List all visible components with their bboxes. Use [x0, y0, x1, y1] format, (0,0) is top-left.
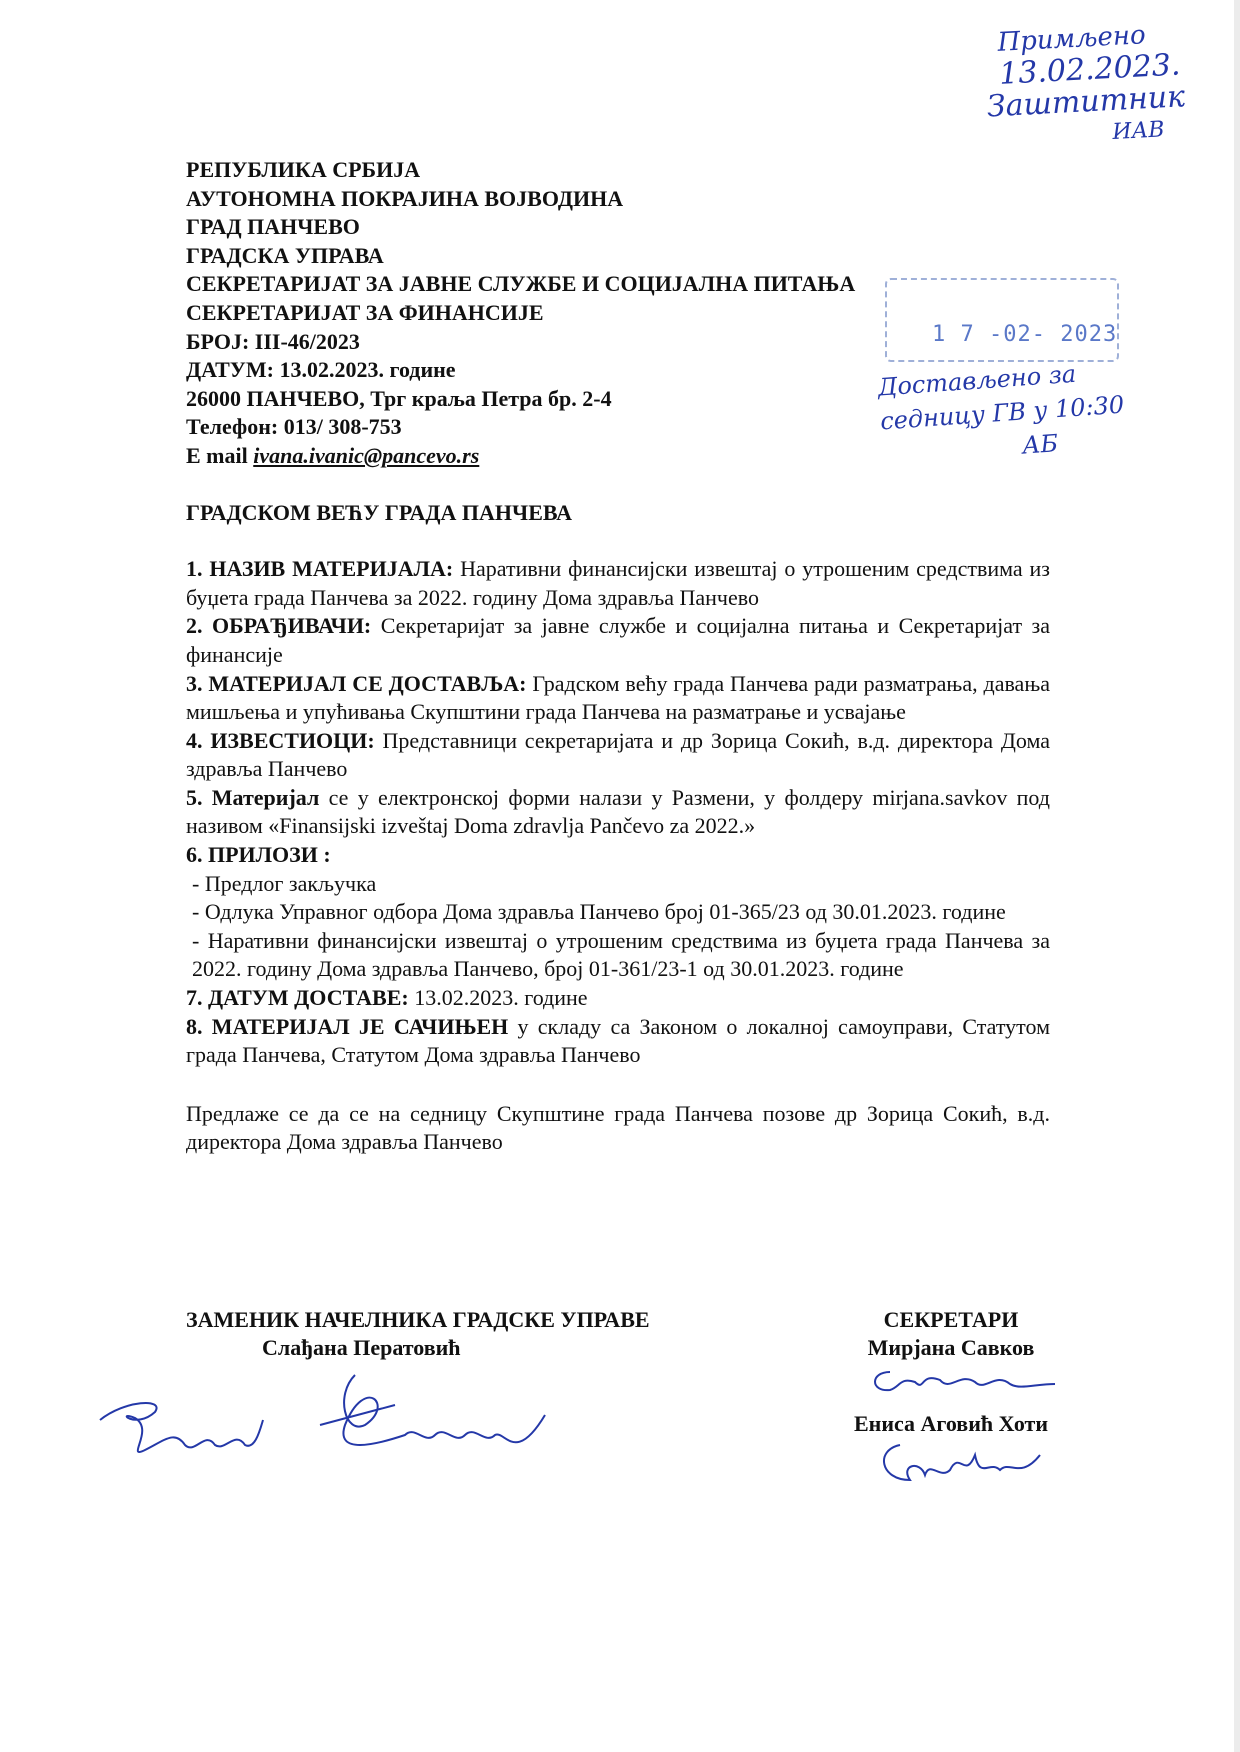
email-link[interactable]: ivana.ivanic@pancevo.rs — [253, 442, 480, 468]
item-text: се у електронској форми налази у Размени, у фолдеру mirjana.savkov под називом «Finansijski izveštaj Doma zdravlja Pančevo za 2022.» — [186, 784, 1050, 839]
signatory-name: Слађана Ператовић — [262, 1335, 461, 1360]
item-text: Секретаријат за јавне службе и социјална питања и Секретаријат за финансије — [186, 613, 1050, 667]
item-label: 3. МАТЕРИЈАЛ СЕ ДОСТАВЉА: — [186, 670, 527, 696]
addressee: ГРАДСКОМ ВЕЋУ ГРАДА ПАНЧЕВА — [186, 499, 573, 525]
letterhead-line: АУТОНОМНА ПОКРАЈИНА ВОЈВОДИНА — [186, 185, 624, 211]
item-label: 5. Материјал — [186, 784, 320, 810]
handwriting-line: АБ — [1021, 429, 1060, 460]
proposal-paragraph: Предлаже се да се на седницу Скупштине града Панчева позове др Зорица Сокић, в.д. директора Дома здравља Панчево — [186, 1100, 1050, 1155]
item-label: 1. НАЗИВ МАТЕРИЈАЛА: — [186, 556, 454, 582]
signature-right-1-icon — [860, 1362, 1060, 1402]
signature-block-left — [186, 1306, 650, 1362]
letterhead-line: СЕКРЕТАРИЈАТ ЗА ФИНАНСИЈЕ — [186, 299, 544, 325]
item-label: 6. ПРИЛОЗИ : — [186, 842, 331, 868]
items-list — [186, 555, 1050, 1070]
item-label: 7. ДАТУМ ДОСТАВЕ: — [186, 985, 409, 1011]
letterhead — [186, 156, 1050, 471]
attachment-item: - Одлука Управног одбора Дома здравља Панчево број 01-365/23 од 30.01.2023. године — [192, 899, 1006, 925]
letterhead-line: РЕПУБЛИКА СРБИЈА — [186, 157, 421, 182]
attachment-item: - Предлог закључка — [192, 870, 377, 896]
signatory-name: Мирјана Савков — [867, 1335, 1035, 1360]
item-label: 8. МАТЕРИЈАЛ ЈЕ САЧИЊЕН — [186, 1013, 509, 1039]
handwriting-line: 13.02.2023. — [998, 47, 1182, 92]
item-2 — [186, 612, 1050, 669]
attachment-item: - Наративни финансијски извештај о утрошеним средствима из буџета града Панчева за 2022. годину Дома здравља Панчево, број 01-361/23-1 од 30.01.2023. године — [192, 927, 1050, 982]
signatory-title: СЕКРЕТАРИ — [883, 1307, 1019, 1332]
handwriting-line: ИАВ — [1111, 117, 1166, 145]
document-date: ДАТУМ: 13.02.2023. године — [186, 357, 456, 383]
item-5 — [186, 784, 1050, 841]
address: 26000 ПАНЧЕВО, Трг краља Петра бр. 2-4 — [186, 385, 612, 411]
handwriting-line: Примљено — [996, 20, 1147, 58]
document-number: БРОЈ: III-46/2023 — [186, 328, 360, 354]
handwriting-line: Достављено за — [876, 359, 1077, 402]
item-text: Градском већу града Панчева ради разматрања, давања мишљења и упућивања Скупштини града Панчева на разматрање и усвајање — [186, 670, 1050, 725]
handwriting-line: седницу ГВ у 10:30 — [879, 390, 1125, 436]
item-3 — [186, 670, 1050, 727]
signature-left-2-icon — [315, 1365, 555, 1475]
item-1 — [186, 555, 1050, 612]
item-label: 2. ОБРАЂИВАЧИ: — [186, 613, 372, 639]
handwritten-received-note — [986, 17, 1188, 154]
item-4 — [186, 727, 1050, 784]
stamp-date: 1 7 -02- 2023 — [932, 322, 1118, 347]
signatory-name: Ениса Аговић Хоти — [853, 1411, 1049, 1436]
item-text: 13.02.2023. године — [408, 985, 588, 1011]
item-8 — [186, 1013, 1050, 1070]
email-line — [186, 442, 1050, 471]
item-text: Представници секретаријата и др Зорица Сокић, в.д. директора Дома здравља Панчево — [186, 727, 1050, 782]
item-text: у складу са Законом о локалној самоуправи, Статутом града Панчева, Статутом Дома здравља Панчево — [186, 1013, 1051, 1068]
letterhead-line: ГРАДСКА УПРАВА — [186, 242, 384, 268]
item-7 — [186, 984, 1050, 1013]
signature-left-1-icon — [95, 1390, 275, 1470]
item-text: Наративни финансијски извештај о утрошеним средствима из буџета града Панчева за 2022. годину Дома здравља Панчево — [186, 556, 1050, 610]
phone: Телефон: 013/ 308-753 — [186, 414, 402, 440]
document-body — [186, 156, 1050, 1179]
signatory-title: ЗАМЕНИК НАЧЕЛНИКА ГРАДСКЕ УПРАВЕ — [186, 1307, 650, 1332]
handwriting-line: Заштитник — [986, 79, 1186, 125]
page-edge — [1234, 0, 1240, 1752]
letterhead-line: ГРАД ПАНЧЕВО — [186, 214, 360, 240]
letterhead-line: СЕКРЕТАРИЈАТ ЗА ЈАВНЕ СЛУЖБЕ И СОЦИЈАЛНА ПИТАЊА — [186, 271, 856, 297]
item-6 — [186, 841, 1050, 870]
item-label: 4. ИЗВЕСТИОЦИ: — [186, 727, 375, 753]
email-label: E mail — [186, 442, 254, 468]
signature-right-2-icon — [870, 1440, 1050, 1490]
